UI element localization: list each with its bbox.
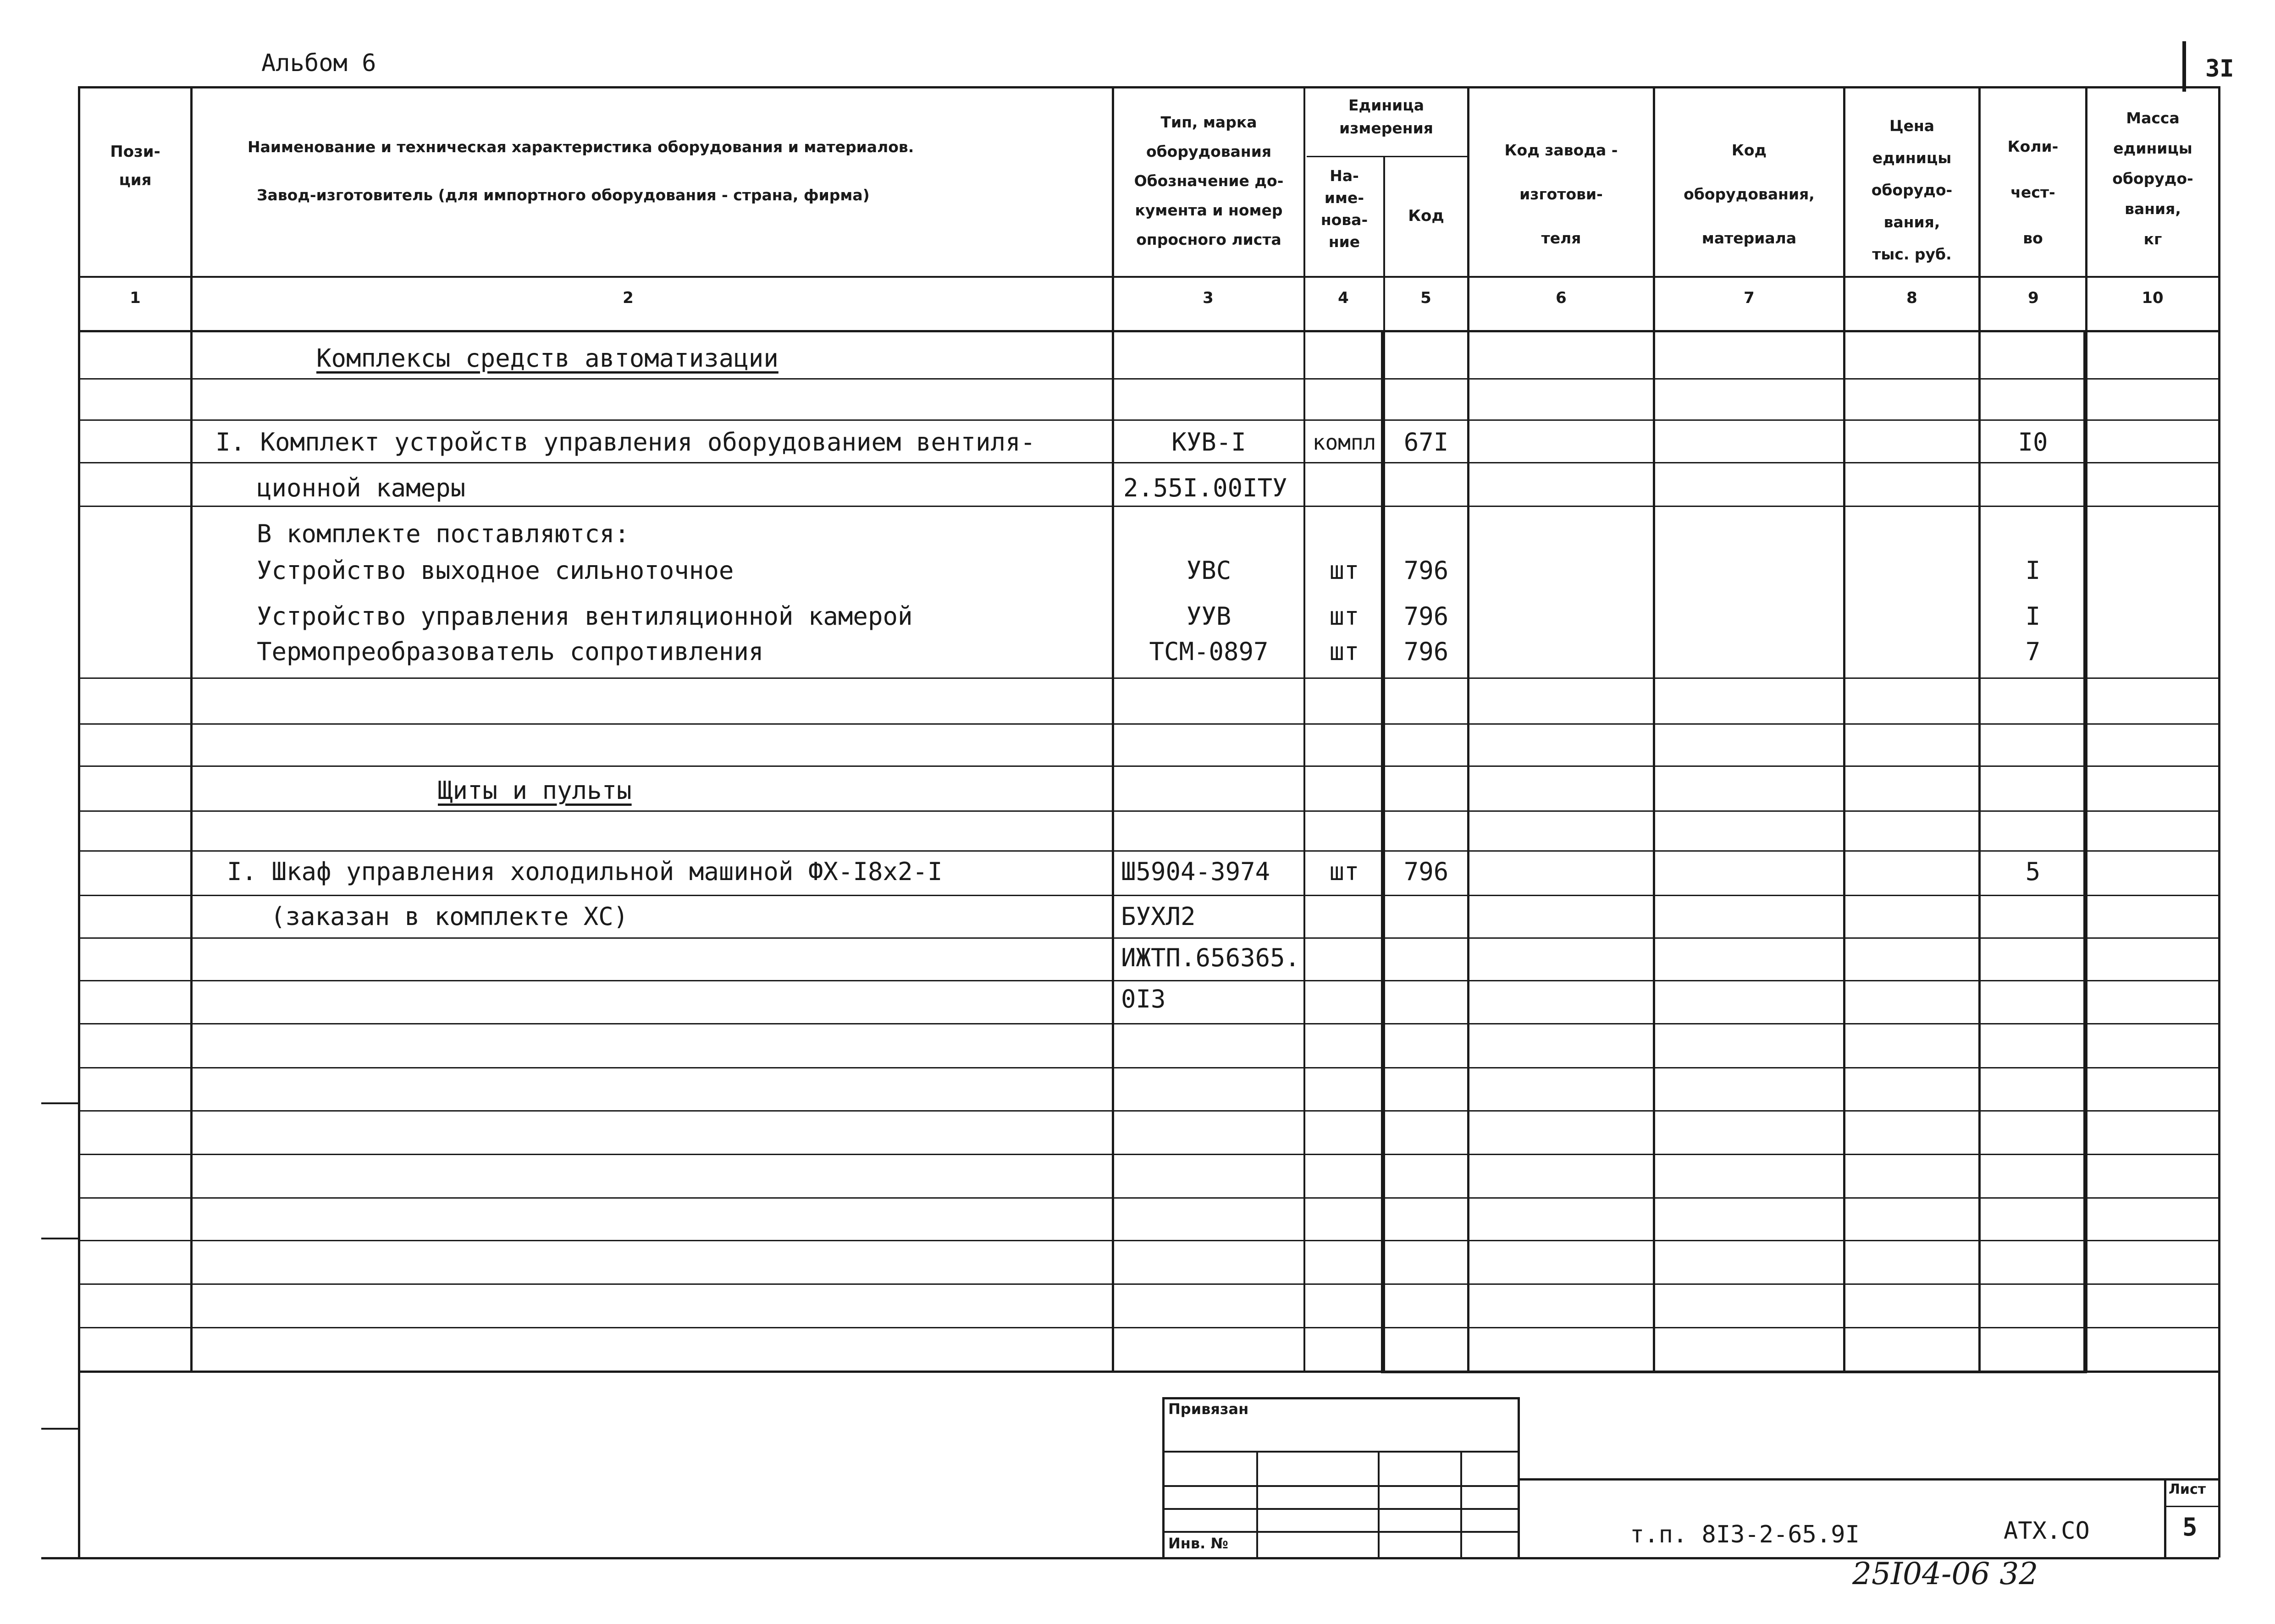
margin-tick [41,1238,78,1239]
stamp-privyazan: Привязан [1168,1400,1249,1418]
header-unit-code: Код [1408,207,1444,225]
header-quantity: Коли- чест- во [2007,138,2059,247]
margin-tick [41,1428,78,1430]
sheet-number: 5 [2182,1513,2198,1541]
column-number: 8 [1906,289,1917,307]
table-row-type: ТСМ-0897 [1149,637,1269,666]
column-number: 4 [1338,289,1349,307]
table-row-qty: I [2025,602,2041,631]
album-label: Альбом 6 [261,50,376,77]
section-heading: Комплексы средств автоматизации [316,344,779,373]
sheet-code: АТХ.СО [2004,1517,2090,1545]
table-row-code: 67I [1403,428,1449,457]
table-row-name: В комплекте поставляются: [257,519,629,548]
frame-right [2218,86,2220,1558]
header-type: Тип, марка оборудования Обозначение до- кумента и номер опросного листа [1134,113,1284,248]
header-position: Пози- ция [110,143,160,189]
table-row-name: I. Комплект устройств управления оборудованием вентиля- [215,428,1036,457]
header-unit-group: Единица измерения [1339,96,1433,137]
frame-left [78,86,80,1558]
table-row-name: Устройство выходное сильноточное [257,556,734,585]
table-row-type: 2.55I.00ITУ [1123,473,1287,502]
margin-tick [41,1102,78,1104]
header-name-line1: Наименование и техническая характеристика оборудования и материалов. [248,138,914,156]
table-row-qty: I0 [2018,428,2048,457]
table-row-type: БУХЛ2 [1121,902,1196,931]
stamp-inv-number: Инв. № [1168,1535,1228,1552]
table-row-type: 0I3 [1121,985,1166,1013]
column-number: 5 [1420,289,1431,307]
table-row-name: ционной камеры [257,473,466,502]
table-row-name: (заказан в комплекте ХС) [271,902,629,931]
table-row-unit: шт [1329,857,1359,886]
sheet-label: Лист [2169,1481,2206,1497]
table-row-unit: шт [1329,602,1359,631]
page-number-top: 3I [2205,55,2234,83]
column-number: 2 [623,289,634,307]
header-mass: Масса единицы оборудо- вания, кг [2112,109,2193,248]
table-row-code: 796 [1403,857,1449,886]
table-row-code: 796 [1403,637,1449,666]
table-row-type: УУВ [1186,602,1231,631]
table-row-qty: I [2025,556,2041,585]
table-row-name: Устройство управления вентиляционной камерой [257,602,913,631]
table-row-code: 796 [1403,556,1449,585]
table-row-unit: шт [1329,556,1359,585]
column-number: 3 [1203,289,1214,307]
top-right-mark [2182,41,2186,92]
column-number: 9 [2028,289,2039,307]
header-unit-name: На- име- нова- ние [1320,167,1368,251]
column-number: 6 [1556,289,1567,307]
section-heading: Щиты и пульты [438,776,632,805]
doc-code: т.п. 8I3-2-65.9I [1630,1521,1860,1548]
table-row-name: Термопреобразователь сопротивления [257,637,764,666]
table-row-name: I. Шкаф управления холодильной машиной ФХ-I8х2-I [227,857,943,886]
table-row-type: УВС [1186,556,1231,585]
table-row-type: Ш5904-3974 [1121,857,1270,886]
header-equipment-code: Код оборудования, материала [1684,141,1815,247]
table-row-type: ИЖТП.656365. [1121,943,1300,972]
table-row-qty: 5 [2025,857,2041,886]
table-row-qty: 7 [2025,637,2041,666]
header-factory-code: Код завода - изготови- теля [1504,141,1618,247]
handwritten-number: 25I04-06 32 [1852,1556,2038,1591]
table-row-code: 796 [1403,602,1449,631]
table-row-type: КУВ-I [1171,428,1246,457]
header-name-line2: Завод-изготовитель (для импортного оборудования - страна, фирма) [257,186,870,204]
table-row-unit: компл [1312,430,1376,455]
column-number: 1 [130,289,141,307]
column-number: 10 [2142,289,2164,307]
column-number: 7 [1744,289,1755,307]
header-price: Цена единицы оборудо- вания, тыс. руб. [1871,117,1953,263]
table-row-unit: шт [1329,637,1359,666]
